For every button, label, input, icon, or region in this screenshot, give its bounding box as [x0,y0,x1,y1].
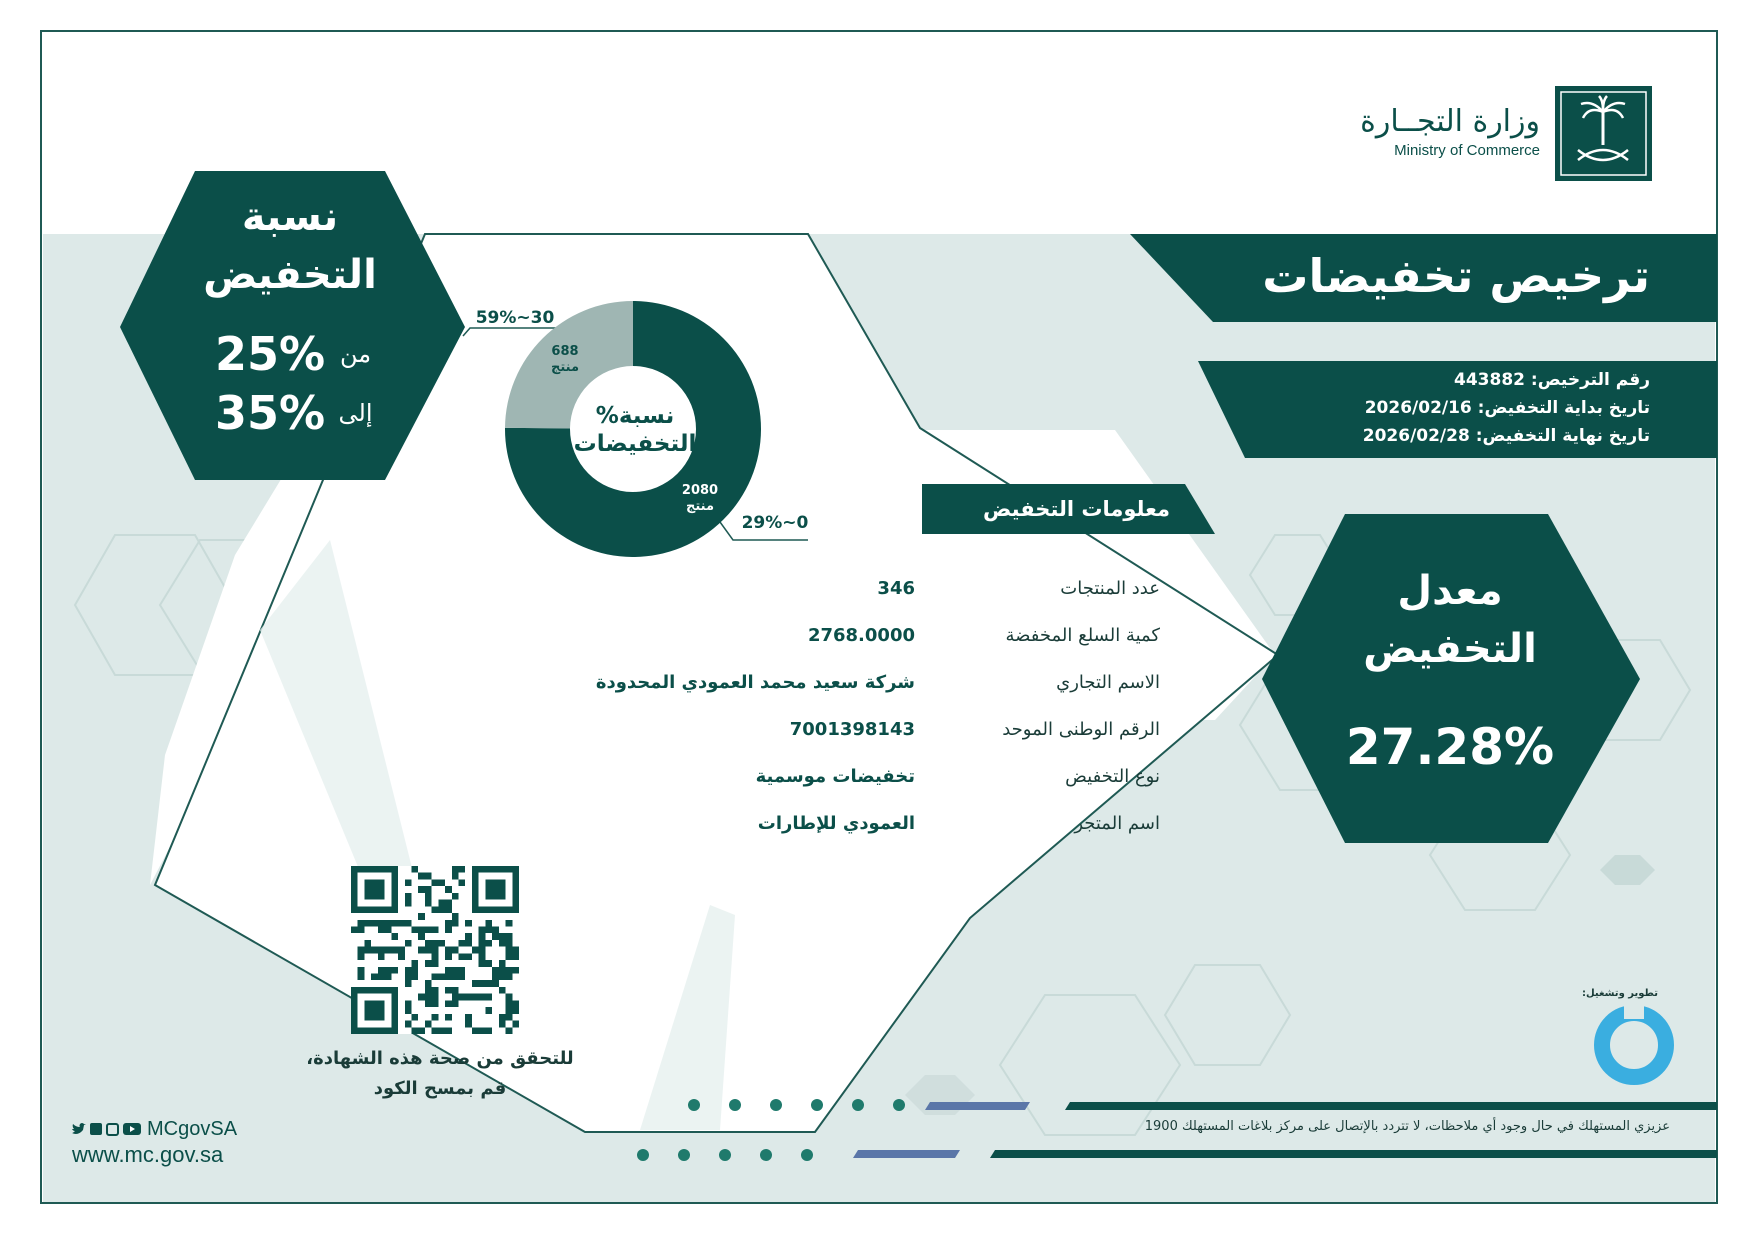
qr-caption-line2: قم بمسح الكود [373,1078,507,1099]
discount-range-from [205,326,385,382]
donut-label-0-29: 0~29% [741,513,809,533]
discount-range-title-line2: التخفيض [203,252,377,298]
average-discount-title-line2: التخفيض [1363,626,1537,672]
average-discount-title [1300,562,1600,678]
ministry-name-arabic: وزارة التجــارة [1360,104,1540,139]
social-icons [72,1118,237,1140]
average-discount-value: 27.28% [1345,718,1555,776]
donut-center-title: نسبة% التخفيضات [573,403,697,457]
qr-caption [300,1044,580,1104]
info-row-label: اسم المتجر [1074,813,1160,834]
license-start-date: تاريخ بداية التخفيض: 2026/02/16 [1364,398,1650,418]
info-row-label: نوع التخفيض [1065,766,1160,787]
twitter-icon[interactable] [72,1123,86,1135]
donut-count-2080: 2080 منتج [681,483,719,514]
average-discount-title-line1: معدل [1397,568,1503,614]
discount-from-value: 25% [214,327,326,381]
discount-from-label: من [339,340,372,368]
ministry-name-english: Ministry of Commerce [1394,142,1540,159]
youtube-icon[interactable] [123,1123,141,1135]
footer-line-blue [853,1150,960,1158]
info-row [560,766,1160,813]
discount-range-to [205,385,385,441]
footer-line-dark [990,1150,1717,1158]
qr-code-icon[interactable] [350,866,520,1034]
info-row-value: شركة سعيد محمد العمودي المحدودة [595,672,915,693]
discount-to-label: إلى [338,399,373,427]
discount-range-title-line1: نسبة [241,194,339,240]
footer-notice: عزيزي المستهلك في حال وجود أي ملاحظات، لا تتردد بالإتصال على مركز بلاغات المستهلك 1900 [1144,1119,1670,1134]
qr-caption-line1: للتحقق من صحة هذه الشهادة، [306,1048,574,1069]
website-link[interactable]: www.mc.gov.sa [72,1142,224,1167]
license-end-date: تاريخ نهاية التخفيض: 2026/02/28 [1362,426,1650,446]
info-row-value: تخفيضات موسمية [755,766,915,787]
discount-to-value: 35% [214,386,326,440]
discount-range-title [150,188,430,304]
facebook-icon[interactable] [90,1123,102,1135]
social-handle: MCgovSA [147,1117,238,1140]
info-row [560,719,1160,766]
info-row [560,625,1160,672]
license-details [1260,366,1650,450]
info-row-value: 2768.0000 [807,625,915,646]
footer-line-dark [1065,1102,1717,1110]
info-row-value: 346 [877,578,915,599]
license-number: رقم الترخيص: 443882 [1454,370,1650,390]
info-row-value: 7001398143 [789,719,915,740]
donut-label-30-59: 30~59% [475,308,555,328]
page-title: ترخيص تخفيضات [1262,249,1650,303]
developer-logo-gap [1624,1005,1644,1019]
donut-count-688: 688 منتج [550,344,580,375]
info-row-label: كمية السلع المخفضة [1005,625,1160,646]
info-row [560,813,1160,860]
info-row-value: العمودي للإطارات [757,813,915,834]
developer-label: تطوير وتشغيل: [1581,988,1659,999]
info-row-label: الرقم الوطنى الموحد [1002,719,1160,740]
info-table [560,578,1160,860]
info-row-label: الاسم التجاري [1056,672,1160,693]
info-heading: معلومات التخفيض [982,497,1170,521]
info-row [560,578,1160,625]
info-row-label: عدد المنتجات [1060,578,1160,599]
info-row [560,672,1160,719]
ministry-emblem-icon [1555,86,1652,181]
footer-line-blue [925,1102,1030,1110]
instagram-icon[interactable] [106,1123,119,1136]
